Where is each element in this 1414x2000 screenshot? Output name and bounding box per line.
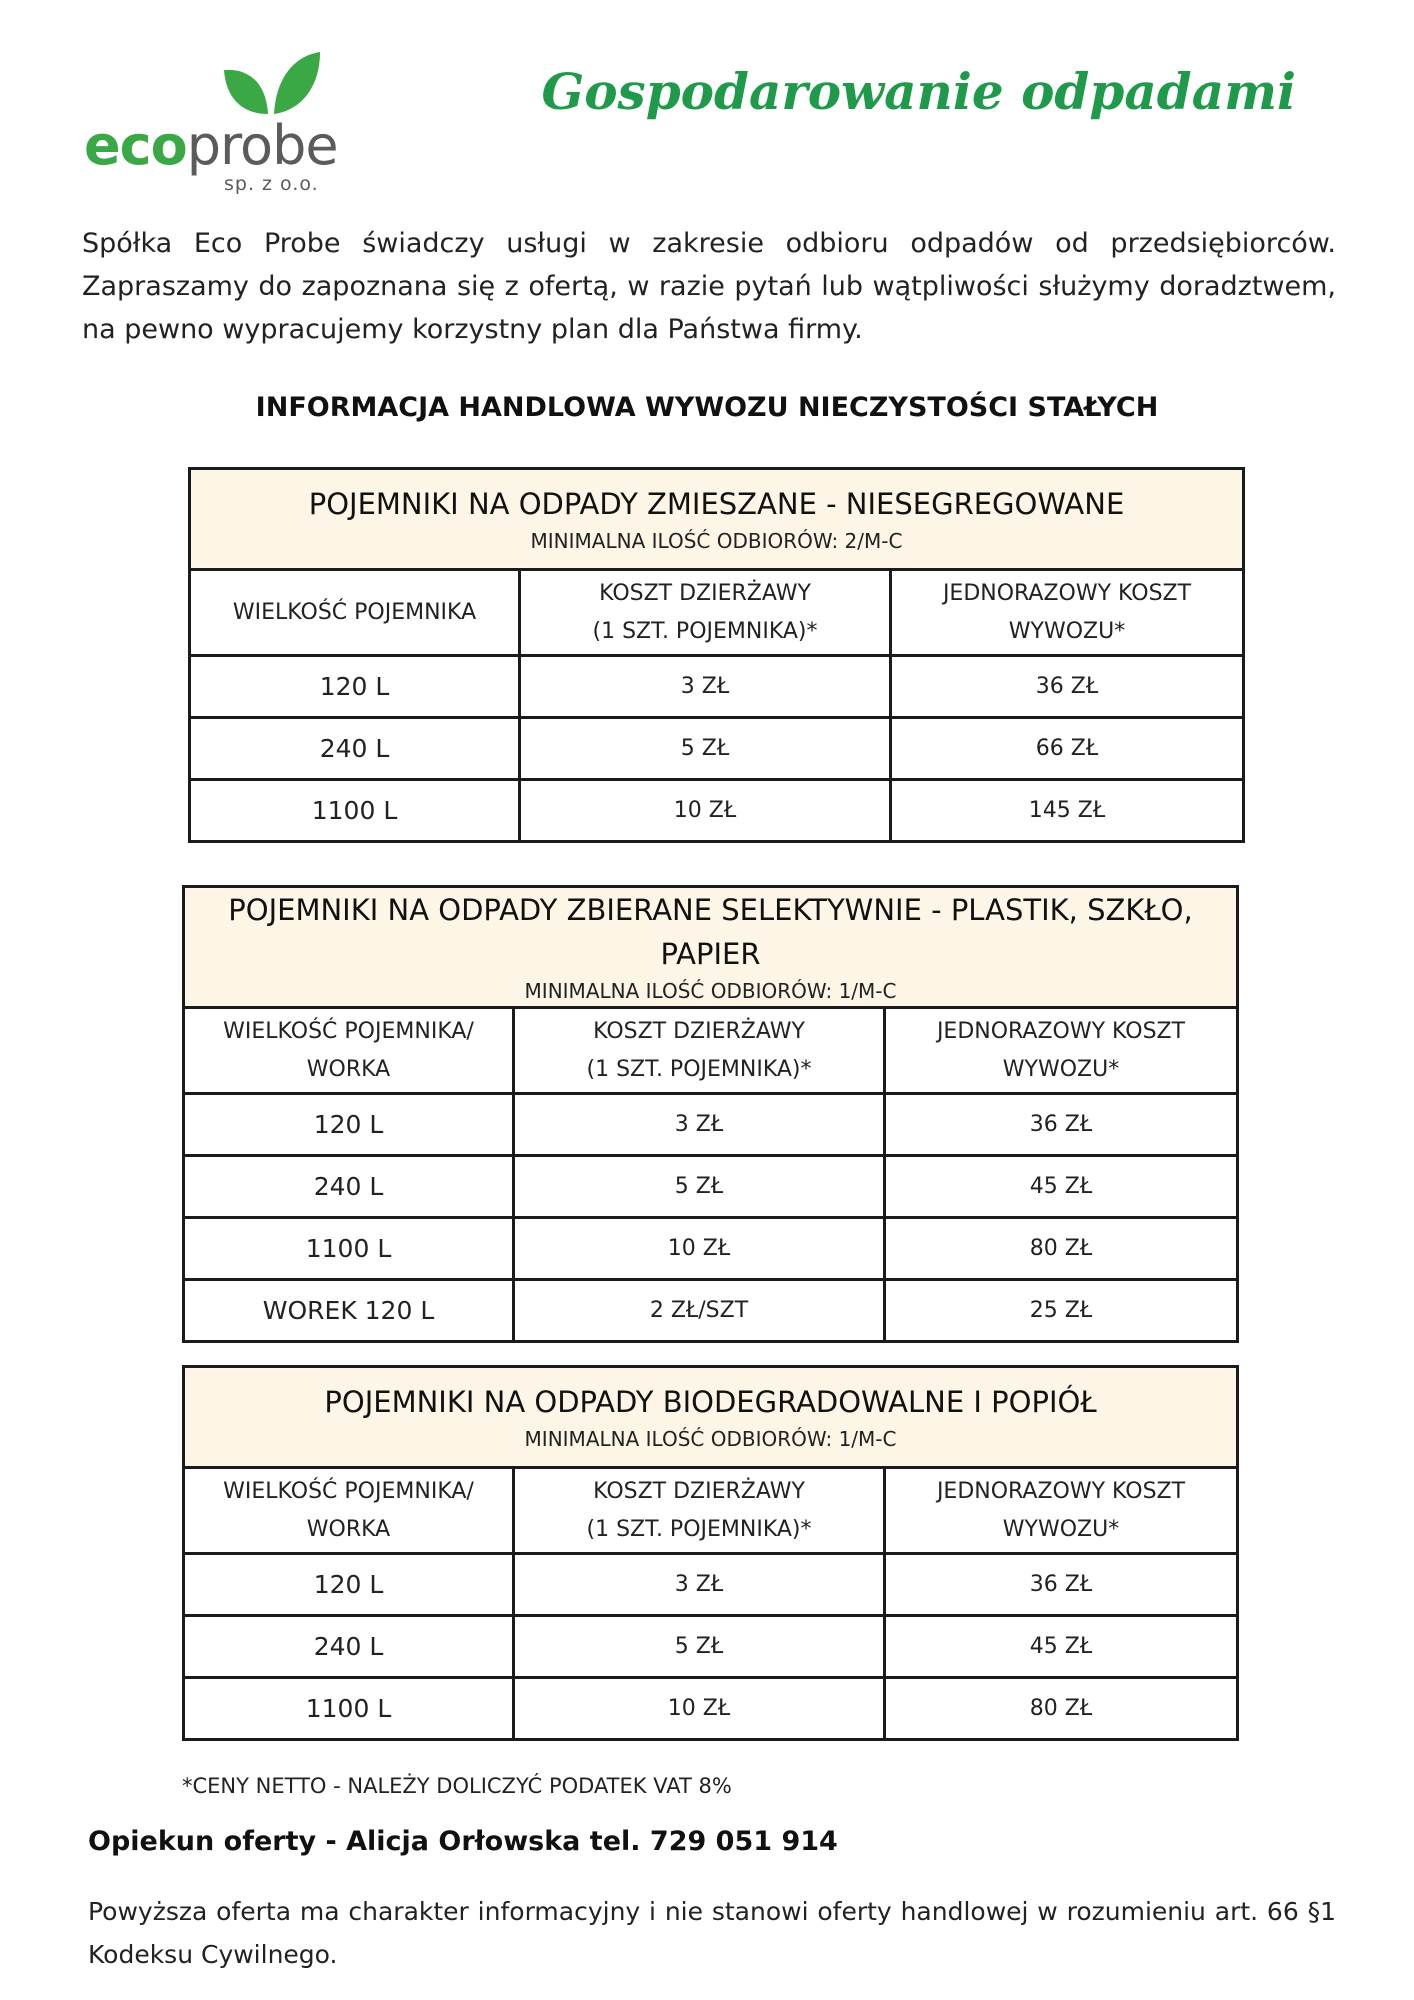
table-row [184,1280,1238,1342]
logo-eco: eco [84,114,187,177]
table-subtitle: MINIMALNA ILOŚĆ ODBIORÓW: 2/M-C [530,529,903,553]
intro-paragraph: Spółka Eco Probe świadczy usługi w zakresie odbioru odpadów od przedsiębiorców. Zapraszamy do zapoznana się z ofertą, w razie pytań lub wątpliwości służymy doradztwem, na pewno wypracujemy korzystny plan dla Państwa firmy. [82,228,1336,345]
cell-pickup: 36 ZŁ [885,1094,1238,1156]
cell-pickup: 45 ZŁ [885,1156,1238,1218]
cell-rent: 10 ZŁ [514,1218,885,1280]
table-row [184,1094,1238,1156]
cell-rent: 5 ZŁ [520,718,891,780]
header-title: Gospodarowanie odpadami [541,62,1296,121]
price-table-selective [182,885,1239,1343]
cell-rent: 5 ZŁ [514,1616,885,1678]
table-header [184,887,1238,1008]
vat-footnote: *CENY NETTO - NALEŻY DOLICZYĆ PODATEK VAT 8% [182,1774,732,1798]
cell-pickup: 80 ZŁ [885,1218,1238,1280]
logo-probe: probe [186,114,338,177]
column-header-rent: KOSZT DZIERŻAWY (1 SZT. POJEMNIKA)* [520,570,891,656]
cell-pickup: 145 ZŁ [891,780,1244,842]
cell-rent: 10 ZŁ [514,1678,885,1740]
table-row [184,1616,1238,1678]
cell-rent: 3 ZŁ [514,1094,885,1156]
cell-rent: 3 ZŁ [514,1554,885,1616]
table-row [184,1678,1238,1740]
cell-rent: 2 ZŁ/SZT [514,1280,885,1342]
cell-rent: 10 ZŁ [520,780,891,842]
table-header [190,469,1244,570]
cell-pickup: 66 ZŁ [891,718,1244,780]
column-header-rent: KOSZT DZIERŻAWY (1 SZT. POJEMNIKA)* [514,1008,885,1094]
column-header-rent: KOSZT DZIERŻAWY (1 SZT. POJEMNIKA)* [514,1468,885,1554]
cell-size: 120 L [184,1094,514,1156]
cell-pickup: 25 ZŁ [885,1280,1238,1342]
column-header-size: WIELKOŚĆ POJEMNIKA/ WORKA [184,1468,514,1554]
cell-size: 1100 L [184,1678,514,1740]
cell-pickup: 45 ZŁ [885,1616,1238,1678]
cell-size: 120 L [190,656,520,718]
column-header-size: WIELKOŚĆ POJEMNIKA [190,570,520,656]
cell-size: 240 L [190,718,520,780]
legal-disclaimer: Powyższa oferta ma charakter informacyjny i nie stanowi oferty handlowej w rozumieniu art. 66 §1 Kodeksu Cywilnego. [88,1897,1336,1969]
table-header [184,1367,1238,1468]
contact-info: Opiekun oferty - Alicja Orłowska tel. 729 051 914 [88,1826,838,1857]
column-header-pickup: JEDNORAZOWY KOSZT WYWOZU* [891,570,1244,656]
table-title: POJEMNIKI NA ODPADY ZMIESZANE - NIESEGREGOWANE [308,487,1125,521]
logo-wordmark [84,114,338,177]
cell-rent: 3 ZŁ [520,656,891,718]
cell-pickup: 80 ZŁ [885,1678,1238,1740]
table-row [190,656,1244,718]
table-title: POJEMNIKI NA ODPADY ZBIERANE SELEKTYWNIE - PLASTIK, SZKŁO, PAPIER [228,893,1193,971]
price-table-mixed [188,467,1245,843]
column-header-pickup: JEDNORAZOWY KOSZT WYWOZU* [885,1468,1238,1554]
cell-pickup: 36 ZŁ [885,1554,1238,1616]
cell-size: 120 L [184,1554,514,1616]
cell-size: 240 L [184,1156,514,1218]
table-subtitle: MINIMALNA ILOŚĆ ODBIORÓW: 1/M-C [524,979,897,1003]
section-title: INFORMACJA HANDLOWA WYWOZU NIECZYSTOŚCI STAŁYCH [255,392,1159,423]
table-row [184,1554,1238,1616]
cell-pickup: 36 ZŁ [891,656,1244,718]
cell-size: WOREK 120 L [184,1280,514,1342]
cell-size: 240 L [184,1616,514,1678]
price-table-biodegradable [182,1365,1239,1741]
logo-subtitle: sp. z o.o. [224,173,319,195]
cell-size: 1100 L [190,780,520,842]
table-row [190,718,1244,780]
column-header-pickup: JEDNORAZOWY KOSZT WYWOZU* [885,1008,1238,1094]
table-row [190,780,1244,842]
cell-size: 1100 L [184,1218,514,1280]
column-header-size: WIELKOŚĆ POJEMNIKA/ WORKA [184,1008,514,1094]
table-subtitle: MINIMALNA ILOŚĆ ODBIORÓW: 1/M-C [524,1427,897,1451]
cell-rent: 5 ZŁ [514,1156,885,1218]
table-row [184,1156,1238,1218]
table-row [184,1218,1238,1280]
table-title: POJEMNIKI NA ODPADY BIODEGRADOWALNE I POPIÓŁ [324,1385,1097,1419]
